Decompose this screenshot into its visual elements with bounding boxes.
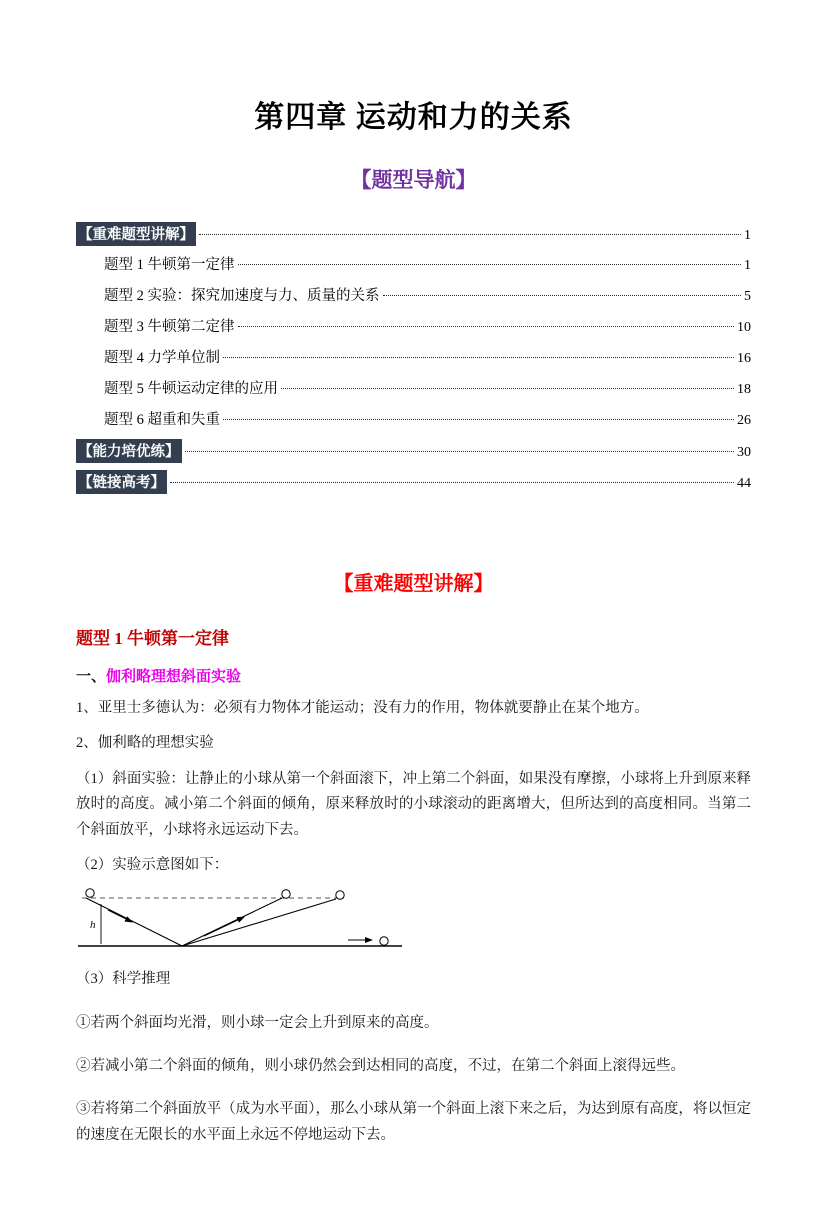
toc-row[interactable] (76, 284, 751, 315)
subsection-title: 伽利略理想斜面实验 (106, 669, 242, 685)
dotted-leader (199, 234, 741, 235)
ball-icon (282, 890, 290, 898)
toc-row[interactable] (76, 470, 751, 501)
toc-entry-label: 题型 1 牛顿第一定律 (104, 257, 235, 273)
toc-page-number: 26 (737, 413, 751, 428)
toc-entry-label: 题型 5 牛顿运动定律的应用 (104, 381, 278, 397)
toc-page-number: 1 (744, 258, 751, 273)
height-label: h (90, 919, 96, 932)
section-heading: 【重难题型讲解】 (333, 573, 494, 595)
dotted-leader (383, 295, 742, 296)
toc-page-number: 30 (737, 445, 751, 460)
dotted-leader (170, 482, 734, 483)
toc-row[interactable] (76, 222, 751, 253)
left-incline (86, 898, 182, 946)
paragraph-reasoning-title: （3）科学推理 (76, 971, 171, 988)
toc-entry-label: 题型 6 超重和失重 (104, 412, 220, 428)
toc-row[interactable] (76, 315, 751, 346)
toc-entry-label: 题型 2 实验：探究加速度与力、质量的关系 (104, 288, 380, 304)
right-incline-shallow (182, 899, 336, 946)
toc-page-number: 1 (744, 228, 751, 243)
dotted-leader (223, 357, 734, 358)
paragraph-reasoning-3: ③若将第二个斜面放平（成为水平面），那么小球从第一个斜面上滚下来之后，为达到原有高度，将以恒定的速度在无限长的水平面上永远不停地运动下去。 (76, 1101, 751, 1143)
paragraph-incline-experiment: （1）斜面实验：让静止的小球从第一个斜面滚下，冲上第二个斜面，如果没有摩擦，小球将上升到原来释放时的高度。减小第二个斜面的倾角，原来释放时的小球滚动的距离增大，但所达到的高度相同。当第二个斜面放平，小球将永远运动下去。 (76, 770, 751, 838)
incline-diagram-svg (76, 886, 406, 952)
topic-heading: 题型 1 牛顿第一定律 (76, 629, 229, 648)
toc-row[interactable] (76, 346, 751, 377)
motion-arrow-icon (108, 910, 132, 922)
dotted-leader (238, 326, 735, 327)
dotted-leader (238, 264, 742, 265)
toc-page-number: 18 (737, 382, 751, 397)
ball-icon (336, 891, 344, 899)
page-title: 第四章 运动和力的关系 (254, 101, 573, 134)
toc-entry-label: 题型 4 力学单位制 (104, 350, 220, 366)
nav-heading: 【题型导航】 (350, 168, 477, 192)
ball-icon (380, 937, 388, 945)
toc-section-badge: 【能力培优练】 (76, 439, 182, 463)
toc-entry-label: 题型 3 牛顿第二定律 (104, 319, 235, 335)
subsection-heading (76, 665, 751, 686)
table-of-contents (76, 222, 751, 501)
toc-page-number: 5 (744, 289, 751, 304)
toc-page-number: 16 (737, 351, 751, 366)
paragraph-diagram-intro: （2）实验示意图如下： (76, 856, 229, 873)
dotted-leader (223, 419, 734, 420)
incline-experiment-diagram (76, 886, 751, 957)
toc-section-badge: 【链接高考】 (76, 470, 167, 494)
ball-icon (86, 889, 94, 897)
toc-row[interactable] (76, 377, 751, 408)
paragraph-reasoning-1: ①若两个斜面均光滑，则小球一定会上升到原来的高度。 (76, 1014, 439, 1031)
subsection-prefix: 一、 (76, 669, 107, 685)
dotted-leader (185, 451, 735, 452)
toc-page-number: 44 (737, 476, 751, 491)
toc-row[interactable] (76, 439, 751, 470)
dotted-leader (281, 388, 734, 389)
paragraph-reasoning-2: ②若减小第二个斜面的倾角，则小球仍然会到达相同的高度，不过，在第二个斜面上滚得远些。 (76, 1058, 685, 1074)
paragraph-aristotle: 1、亚里士多德认为：必须有力物体才能运动；没有力的作用，物体就要静止在某个地方。 (76, 700, 649, 716)
toc-section-badge: 【重难题型讲解】 (76, 222, 196, 246)
paragraph-galileo: 2、伽利略的理想实验 (76, 735, 214, 752)
right-incline-steep (182, 898, 282, 946)
toc-page-number: 10 (737, 320, 751, 335)
toc-row[interactable] (76, 253, 751, 284)
toc-row[interactable] (76, 408, 751, 439)
